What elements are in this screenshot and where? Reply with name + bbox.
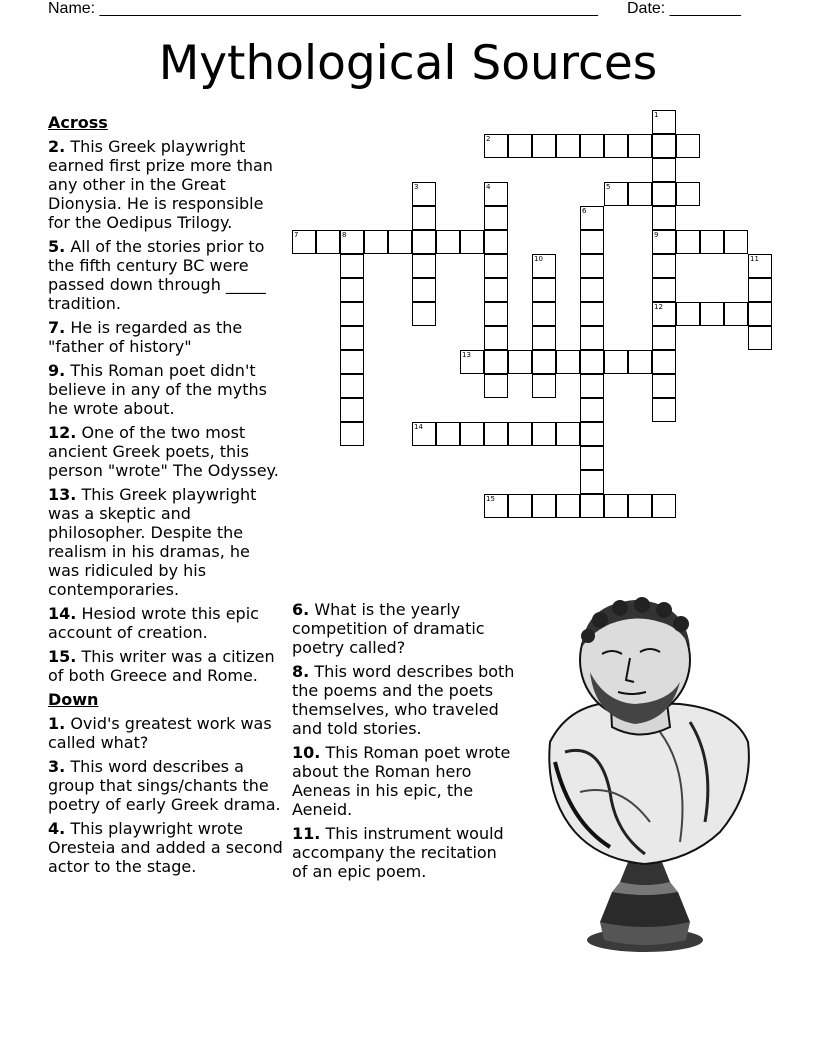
clue-text: What is the yearly competition of dramatic poetry called? [292,600,485,657]
crossword-cell[interactable] [652,326,676,350]
clue-text: This playwright wrote Oresteia and added a second actor to the stage. [48,819,283,876]
crossword-cell[interactable] [436,422,460,446]
clue-text: This instrument would accompany the recitation of an epic poem. [292,824,504,881]
clue-text: This Greek playwright was a skeptic and philosopher. Despite the realism in his dramas, he was ridiculed by his contemporaries. [48,485,257,599]
crossword-cell[interactable] [580,446,604,470]
cell-number: 15 [486,495,495,503]
clue-number: 11. [292,824,321,843]
clue-text: This word describes both the poems and the poets themselves, who traveled and told stories. [292,662,515,738]
clue-text: One of the two most ancient Greek poets, this person "wrote" The Odyssey. [48,423,279,480]
crossword-cell[interactable] [340,398,364,422]
page-title: Mythological Sources [158,36,658,91]
crossword-cell[interactable] [652,494,676,518]
crossword-cell[interactable] [532,422,556,446]
clue-number: 6. [292,600,310,619]
crossword-cell[interactable] [628,350,652,374]
crossword-cell[interactable] [580,254,604,278]
crossword-cell[interactable] [580,350,604,374]
crossword-cell[interactable] [604,182,628,206]
crossword-cell[interactable] [700,302,724,326]
clue-number: 15. [48,647,77,666]
crossword-cell[interactable] [340,278,364,302]
crossword-cell[interactable] [628,182,652,206]
crossword-cell[interactable] [580,230,604,254]
crossword-cell[interactable] [532,302,556,326]
crossword-cell[interactable] [604,494,628,518]
crossword-cell[interactable] [652,110,676,134]
cell-number: 10 [534,255,543,263]
crossword-cell[interactable] [340,350,364,374]
crossword-cell[interactable] [652,134,676,158]
cell-number: 6 [582,207,587,215]
cell-number: 9 [654,231,659,239]
cell-number: 12 [654,303,663,311]
crossword-cell[interactable] [676,182,700,206]
crossword-cell[interactable] [748,302,772,326]
clue-number: 9. [48,361,66,380]
clue-text: This writer was a citizen of both Greece and Rome. [48,647,275,685]
crossword-cell[interactable] [532,350,556,374]
crossword-cell[interactable] [484,494,508,518]
crossword-cell[interactable] [412,302,436,326]
crossword-cell[interactable] [532,254,556,278]
crossword-cell[interactable] [580,398,604,422]
clue-text: This Roman poet wrote about the Roman hero Aeneas in his epic, the Aeneid. [292,743,511,819]
crossword-cell[interactable] [580,470,604,494]
crossword-cell[interactable] [316,230,340,254]
clue-number: 4. [48,819,66,838]
crossword-cell[interactable] [460,422,484,446]
crossword-cell[interactable] [652,398,676,422]
crossword-cell[interactable] [484,182,508,206]
crossword-cell[interactable] [532,326,556,350]
clue-text: This Roman poet didn't believe in any of the myths he wrote about. [48,361,267,418]
greek-bust-illustration [540,592,770,957]
date-field-line: Date: ________ [627,0,741,17]
clue-number: 14. [48,604,77,623]
clue-number: 13. [48,485,77,504]
crossword-cell[interactable] [580,302,604,326]
cell-number: 14 [414,423,423,431]
crossword-cell[interactable] [556,422,580,446]
crossword-cell[interactable] [340,254,364,278]
crossword-cell[interactable] [484,230,508,254]
crossword-cell[interactable] [340,230,364,254]
crossword-cell[interactable] [748,278,772,302]
crossword-cell[interactable] [484,254,508,278]
clue-text: Ovid's greatest work was called what? [48,714,272,752]
crossword-cell[interactable] [652,206,676,230]
crossword-cell[interactable] [484,134,508,158]
clue-text: This Greek playwright earned first prize more than any other in the Great Dionysia. He is responsible for the Oedipus Trilogy. [48,137,273,232]
crossword-cell[interactable] [340,302,364,326]
cell-number: 3 [414,183,419,191]
crossword-cell[interactable] [412,254,436,278]
crossword-cell[interactable] [340,374,364,398]
crossword-cell[interactable] [460,350,484,374]
crossword-cell[interactable] [580,206,604,230]
crossword-cell[interactable] [652,254,676,278]
crossword-cell[interactable] [484,422,508,446]
down-heading: Down [48,690,99,709]
crossword-cell[interactable] [748,254,772,278]
crossword-cell[interactable] [484,326,508,350]
clue-number: 7. [48,318,66,337]
crossword-cell[interactable] [388,230,412,254]
crossword-cell[interactable] [676,302,700,326]
crossword-cell[interactable] [628,134,652,158]
clue-number: 5. [48,237,66,256]
crossword-cell[interactable] [604,350,628,374]
name-field-line: Name: ________________________________________________________ [48,0,598,17]
crossword-cell[interactable] [292,230,316,254]
crossword-cell[interactable] [580,134,604,158]
clue-text: This word describes a group that sings/chants the poetry of early Greek drama. [48,757,281,814]
crossword-cell[interactable] [652,278,676,302]
crossword-cell[interactable] [412,182,436,206]
crossword-cell[interactable] [484,302,508,326]
cell-number: 4 [486,183,491,191]
cell-number: 1 [654,111,659,119]
cell-number: 11 [750,255,759,263]
crossword-cell[interactable] [436,230,460,254]
crossword-cell[interactable] [580,326,604,350]
cell-number: 5 [606,183,611,191]
crossword-cell[interactable] [628,494,652,518]
crossword-cell[interactable] [460,230,484,254]
crossword-cell[interactable] [364,230,388,254]
clue-number: 3. [48,757,66,776]
crossword-cell[interactable] [484,374,508,398]
crossword-cell[interactable] [532,278,556,302]
crossword-cell[interactable] [556,134,580,158]
crossword-cell[interactable] [556,494,580,518]
crossword-cell[interactable] [484,350,508,374]
crossword-cell[interactable] [508,494,532,518]
clue-text: He is regarded as the "father of history" [48,318,243,356]
crossword-cell[interactable] [580,494,604,518]
clue-text: Hesiod wrote this epic account of creation. [48,604,259,642]
crossword-cell[interactable] [412,278,436,302]
crossword-cell[interactable] [508,350,532,374]
across-heading: Across [48,113,108,132]
clue-number: 10. [292,743,321,762]
crossword-cell[interactable] [532,494,556,518]
clue-text: All of the stories prior to the fifth century BC were passed down through _____ tradition. [48,237,266,313]
crossword-cell[interactable] [652,230,676,254]
crossword-cell[interactable] [748,326,772,350]
crossword-cell[interactable] [652,350,676,374]
cell-number: 13 [462,351,471,359]
clue-number: 2. [48,137,66,156]
crossword-cell[interactable] [532,134,556,158]
crossword-cell[interactable] [700,230,724,254]
crossword-cell[interactable] [340,326,364,350]
crossword-cell[interactable] [412,206,436,230]
cell-number: 8 [342,231,347,239]
crossword-cell[interactable] [652,182,676,206]
crossword-cell[interactable] [580,422,604,446]
crossword-cell[interactable] [412,422,436,446]
crossword-cell[interactable] [484,278,508,302]
crossword-cell[interactable] [676,230,700,254]
crossword-cell[interactable] [508,422,532,446]
crossword-cell[interactable] [340,422,364,446]
clue-number: 8. [292,662,310,681]
crossword-cell[interactable] [412,230,436,254]
crossword-cell[interactable] [652,374,676,398]
crossword-cell[interactable] [604,134,628,158]
crossword-cell[interactable] [724,230,748,254]
cell-number: 2 [486,135,491,143]
clue-number: 1. [48,714,66,733]
crossword-cell[interactable] [652,158,676,182]
crossword-cell[interactable] [580,278,604,302]
crossword-cell[interactable] [484,206,508,230]
crossword-cell[interactable] [652,302,676,326]
crossword-cell[interactable] [580,374,604,398]
clue-number: 12. [48,423,77,442]
crossword-cell[interactable] [532,374,556,398]
crossword-cell[interactable] [676,134,700,158]
cell-number: 7 [294,231,299,239]
crossword-cell[interactable] [508,134,532,158]
crossword-cell[interactable] [556,350,580,374]
crossword-cell[interactable] [724,302,748,326]
